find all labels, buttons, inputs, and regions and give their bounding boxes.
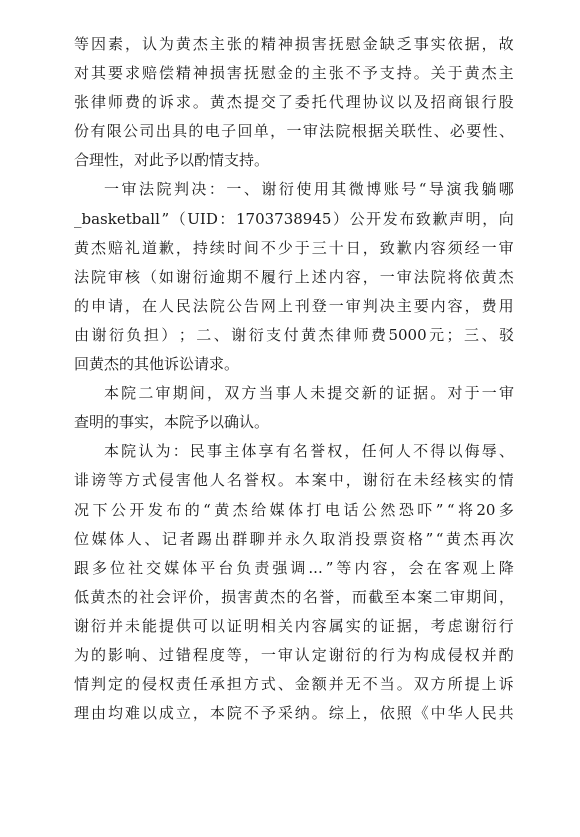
text-line: 等 因 素 ， 认 为 黄 杰 主 张 的 精 神 损 害 抚 慰 金 缺 乏 事 实 依 据 ， 故 <box>74 35 514 53</box>
text-line: 份 有 限 公 司 出 具 的 电 子 回 单 ， 一 审 法 院 根 据 关 联 性 、 必 要 性 、 <box>74 122 514 141</box>
text-line-content: 回黄杰的其他诉讼请求。 <box>74 355 240 374</box>
text-line: 低 黄 杰 的 社 会 评 价 ， 损 害 黄 杰 的 名 誉 ， 而 截 至 本 案 二 审 期 间 ， <box>74 587 514 606</box>
text-line <box>74 350 514 379</box>
text-line: 谢 衍 并 未 能 提 供 可 以 证 明 相 关 内 容 属 实 的 证 据 ， 考 虑 谢 衍 行 <box>74 616 514 635</box>
text-line-content: 查明的事实，本院予以确认。 <box>74 413 270 432</box>
text-line: 由 谢 衍 负 担 ） ； 二 、 谢 衍 支 付 黄 杰 律 师 费 5000 元 ； 三 、 驳 <box>74 325 514 344</box>
text-line <box>74 146 514 175</box>
text-line: 情 判 定 的 侵 权 责 任 承 担 方 式 、 金 额 并 无 不 当 。 双 方 所 提 上 诉 <box>74 675 514 694</box>
text-line: 本 院 认 为 ： 民 事 主 体 享 有 名 誉 权 ， 任 何 人 不 得 以 侮 辱 、 <box>104 442 514 461</box>
text-line: 一 审 法 院 判 决 ： 一 、 谢 衍 使 用 其 微 博 账 号 “ 导 演 我 躺 哪 <box>104 180 514 199</box>
text-line: 理 由 均 难 以 成 立 ， 本 院 不 予 采 纳 。 综 上 ， 依 照 《 中 华 人 民 共 <box>74 704 514 723</box>
text-line: 位 媒 体 人 、 记 者 踢 出 群 聊 并 永 久 取 消 投 票 资 格 ” “ 黄 杰 再 次 <box>74 529 514 548</box>
text-line: 的 申 请 ， 在 人 民 法 院 公 告 网 上 刊 登 一 审 判 决 主 要 内 容 ， 费 用 <box>74 296 514 315</box>
text-line <box>74 408 514 437</box>
document-page <box>74 30 514 728</box>
text-line: 张 律 师 费 的 诉 求 。 黄 杰 提 交 了 委 托 代 理 协 议 以 及 招 商 银 行 股 <box>74 93 514 112</box>
text-line-content: 合理性，对此予以酌情支持。 <box>74 151 270 170</box>
text-line: 对 其 要 求 赔 偿 精 神 损 害 抚 慰 金 的 主 张 不 予 支 持 。 关 于 黄 杰 主 <box>74 64 514 83</box>
text-line: 本 院 二 审 期 间 ， 双 方 当 事 人 未 提 交 新 的 证 据 。 对 于 一 审 <box>104 384 514 403</box>
text-line: 黄 杰 赔 礼 道 歉 ， 持 续 时 间 不 少 于 三 十 日 ， 致 歉 内 容 须 经 一 审 <box>74 238 514 257</box>
text-line: 况 下 公 开 发 布 的 “ 黄 杰 给 媒 体 打 电 话 公 然 恐 吓 ” “ 将 20 多 <box>74 500 514 519</box>
text-line: 跟 多 位 社 交 媒 体 平 台 负 责 强 调 ... ” 等 内 容 ， 会 在 客 观 上 降 <box>74 558 514 577</box>
text-line: 法 院 审 核 （ 如 谢 衍 逾 期 不 履 行 上 述 内 容 ， 一 审 法 院 将 依 黄 杰 <box>74 267 514 286</box>
text-line: 诽 谤 等 方 式 侵 害 他 人 名 誉 权 。 本 案 中 ， 谢 衍 在 未 经 核 实 的 情 <box>74 471 514 490</box>
text-line: _basketball ” （ UID ： 1703738945 ） 公 开 发 布 致 歉 声 明 ， 向 <box>74 209 514 228</box>
text-line: 为 的 影 响 、 过 错 程 度 等 ， 一 审 认 定 谢 衍 的 行 为 构 成 侵 权 并 酌 <box>74 645 514 664</box>
